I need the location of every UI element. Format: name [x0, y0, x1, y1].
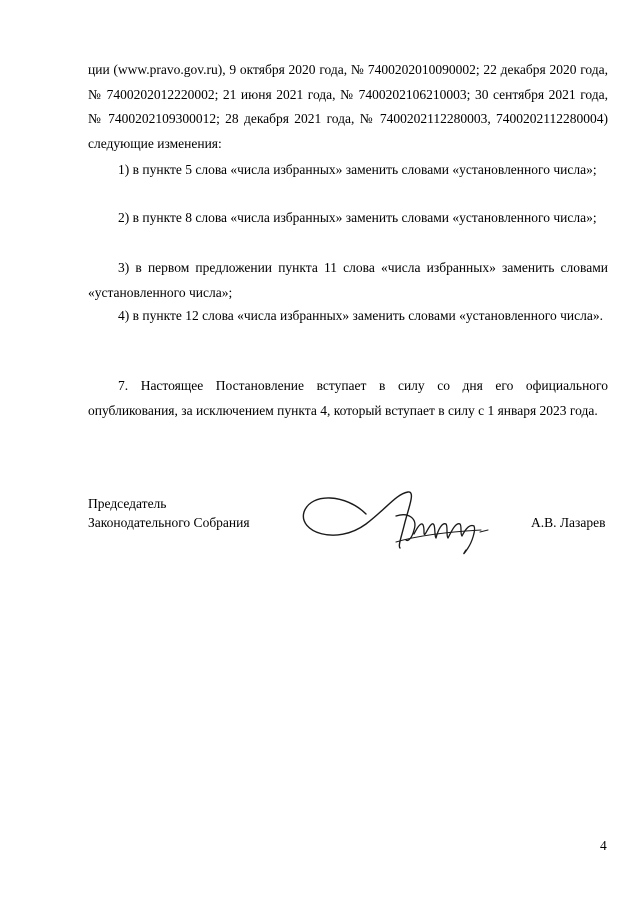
clause-7-paragraph: 7. Настоящее Постановление вступает в силу со дня его официального опубликования, за исключением пункта 4, который вступает в силу с 1 января 2023 года.: [88, 378, 608, 418]
list-item-1: 1) в пункте 5 слова «числа избранных» заменить словами «установленного числа»;: [118, 162, 597, 177]
list-item-4: 4) в пункте 12 слова «числа избранных» заменить словами «установленного числа».: [118, 308, 603, 323]
signatory-title-line2: Законодательного Собрания: [88, 515, 250, 530]
handwritten-signature: [296, 474, 496, 564]
list-item-3: 3) в первом предложении пункта 11 слова «числа избранных» заменить словами «установленного числа»;: [88, 260, 608, 300]
page-number: 4: [600, 838, 607, 853]
signatory-title: [88, 494, 250, 532]
signatory-title-line1: Председатель: [88, 496, 167, 511]
signatory-name: А.В. Лазарев: [531, 515, 606, 530]
intro-paragraph: ции (www.pravo.gov.ru), 9 октября 2020 года, № 7400202010090002; 22 декабря 2020 года, № 7400202012220002; 21 июня 2021 года, № 7400202106210003; 30 сентября 2021 года, № 7400202109300012; 28 декабря 2021 года, № 7400202112280003, 7400202112280004) следующие изменения:: [88, 62, 608, 151]
list-item-2: 2) в пункте 8 слова «числа избранных» заменить словами «установленного числа»;: [118, 210, 597, 225]
